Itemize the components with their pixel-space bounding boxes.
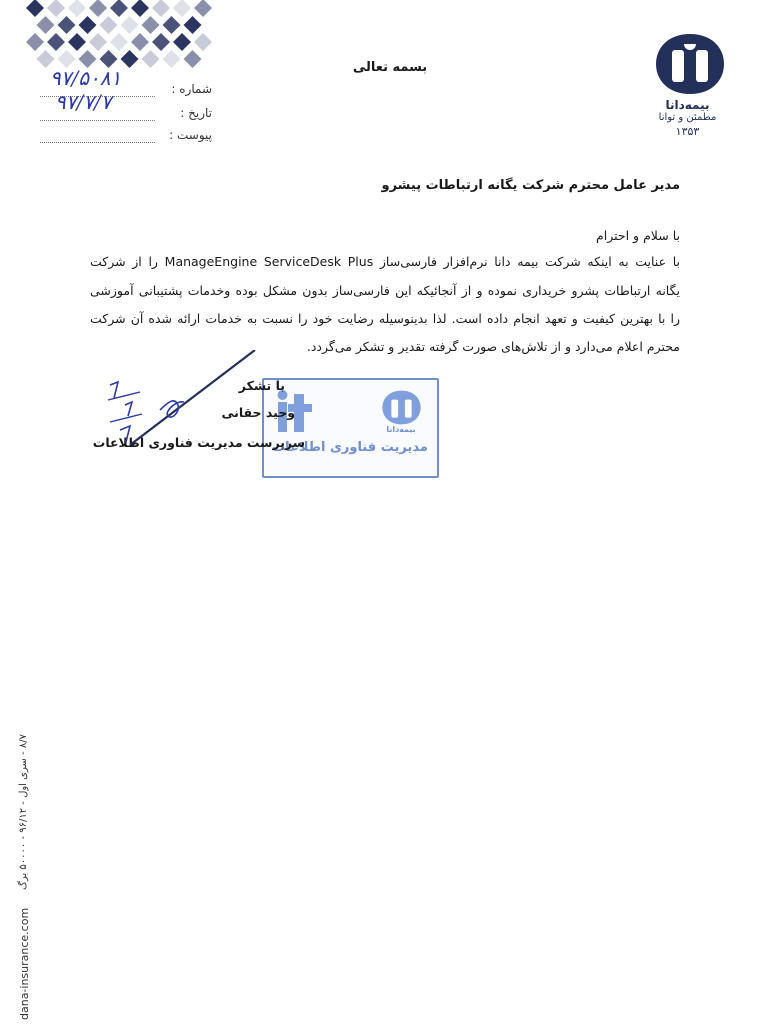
body-line-3: را با بهترین کیفیت و تعهد انجام داده است. لذا بدینوسیله رضایت خود را نسبت به خدمات ارائه شده آن شرکت — [90, 311, 680, 326]
logo-name: بیمه‌دانا — [665, 98, 710, 112]
handwritten-signature — [80, 350, 290, 470]
closing-line: با تشکر — [238, 378, 285, 393]
diamond-shape — [163, 50, 181, 68]
diamond-pattern-decoration — [25, 0, 215, 70]
recipient-line: مدیر عامل محترم شرکت یگانه ارتباطات پیشرو — [381, 178, 680, 193]
diamond-shape — [47, 33, 65, 51]
signer-title: سرپرست مدیریت فناوری اطلاعات — [92, 435, 305, 450]
diamond-shape — [142, 50, 160, 68]
number-value: ۹۷/۵۰۸۱ — [50, 66, 122, 90]
diamond-shape — [152, 33, 170, 51]
diamond-shape — [110, 0, 128, 17]
diamond-shape — [131, 0, 149, 17]
greeting-line: با سلام و احترام — [596, 228, 680, 243]
number-label: شماره : — [171, 82, 212, 96]
diamond-shape — [194, 0, 212, 17]
attachment-dotted-line — [40, 128, 155, 143]
stamp-text: مدیریت فناوری اطلاعات — [272, 440, 428, 455]
body-line-4: محترم اعلام می‌دارد و از تلاش‌های صورت گرفته تقدیر و تشکر می‌گردد. — [306, 339, 680, 354]
diamond-shape — [110, 33, 128, 51]
date-label: تاریخ : — [180, 106, 212, 120]
diamond-shape — [37, 16, 55, 34]
diamond-shape — [100, 16, 118, 34]
signer-name: وحید حقانی — [221, 405, 295, 420]
diamond-shape — [68, 33, 86, 51]
diamond-shape — [121, 50, 139, 68]
diamond-shape — [68, 0, 86, 17]
diamond-shape — [47, 0, 65, 17]
diamond-shape — [184, 16, 202, 34]
stamp-brand: بیمه‌دانا — [386, 425, 416, 434]
diamond-shape — [163, 16, 181, 34]
website-footer — [10, 905, 40, 1020]
diamond-shape — [184, 50, 202, 68]
diamond-shape — [142, 16, 160, 34]
body-line-2: یگانه ارتباطات پشرو خریداری نموده و از آنجائیکه این فارسی‌ساز بدون مشکل بوده وخدمات پشتیبانی آموزشی — [90, 283, 680, 298]
diamond-shape — [173, 33, 191, 51]
diamond-shape — [58, 16, 76, 34]
form-code-footer — [10, 700, 40, 890]
logo-year: ۱۳۵۳ — [675, 125, 700, 138]
website-text: dana-insurance.com — [18, 907, 31, 1020]
diamond-shape — [26, 0, 44, 17]
form-code-text: ۸/۷ - سری اول - ۹۶/۱۲ - ۵۰۰۰۰ برگ — [18, 734, 29, 890]
diamond-shape — [89, 0, 107, 17]
diamond-shape — [173, 0, 191, 17]
attachment-label: پیوست : — [169, 128, 212, 142]
basmala-heading: بسمه تعالی — [352, 60, 428, 75]
date-value: ۹۷/۷/۷ — [55, 90, 112, 114]
bime-dana-logo-icon — [650, 30, 730, 100]
diamond-shape — [79, 16, 97, 34]
diamond-shape — [131, 33, 149, 51]
diamond-shape — [26, 33, 44, 51]
diamond-shape — [152, 0, 170, 17]
diamond-shape — [194, 33, 212, 51]
logo-slogan: مطمئن و توانا — [658, 112, 717, 123]
diamond-shape — [89, 33, 107, 51]
body-line-1: با عنایت به اینکه شرکت بیمه دانا نرم‌افزار فارسی‌ساز ManageEngine ServiceDesk Plus را از شرکت — [90, 254, 680, 269]
diamond-shape — [121, 16, 139, 34]
stamp-logo-icon — [379, 388, 424, 428]
